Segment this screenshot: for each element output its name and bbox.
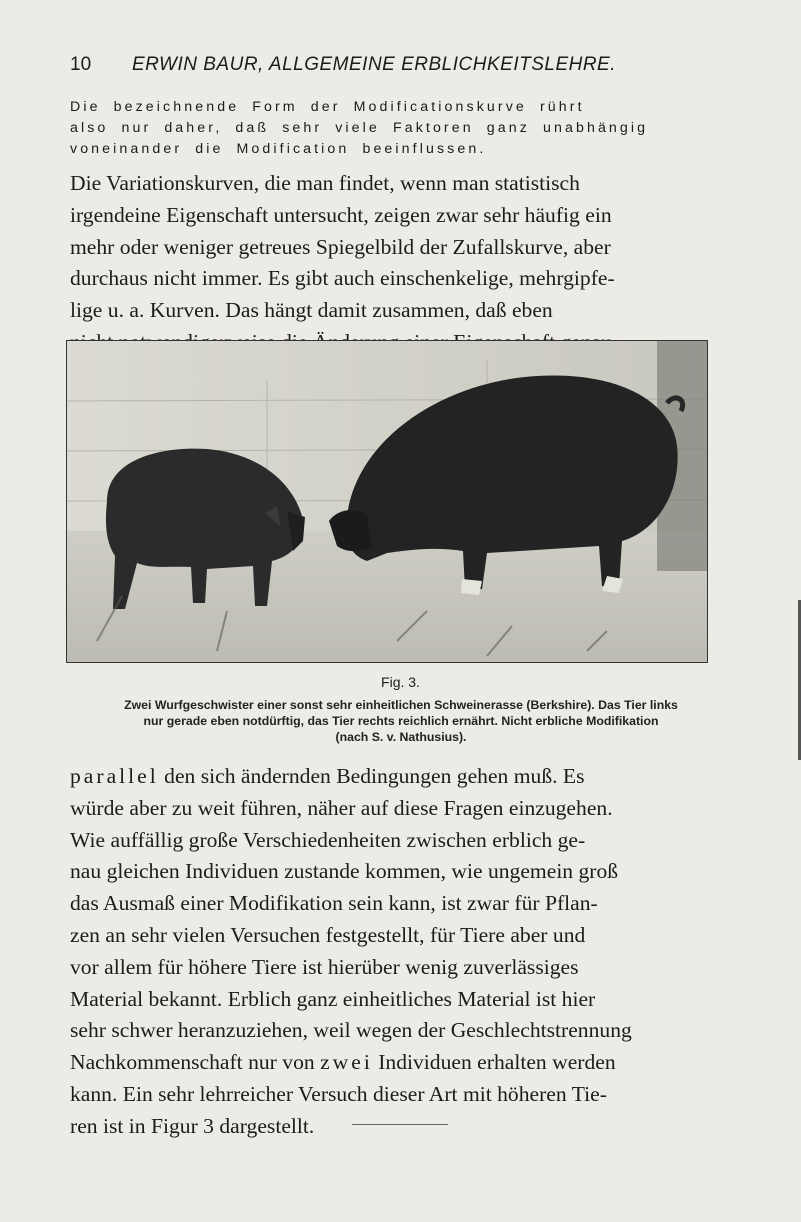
figure-label: Fig. 3. — [381, 674, 420, 690]
text-line: mehr oder weniger getreues Spiegelbild der Zufallskurve, aber — [70, 234, 611, 259]
section-divider — [352, 1124, 448, 1125]
text-line: Die Variationskurven, die man findet, wenn man statistisch — [70, 171, 580, 195]
text-line: sehr schwer heranzuziehen, weil wegen der Geschlechtstrennung — [70, 1018, 632, 1043]
figure-caption — [66, 697, 736, 745]
running-title: ERWIN BAUR, ALLGEMEINE ERBLICHKEITSLEHRE. — [132, 54, 617, 75]
text-fragment: Individuen erhalten werden — [372, 1050, 616, 1075]
page-number: 10 — [70, 54, 92, 75]
paragraph-modification — [70, 761, 710, 1143]
emphasis-line: Die bezeichnende Form der Modificationskurve rührt — [70, 99, 585, 115]
emphasis-line: also nur daher, daß sehr viele Faktoren ganz unabhängig — [70, 120, 649, 136]
caption-line: nur gerade eben notdürftig, das Tier rechts reichlich ernährt. Nicht erbliche Modifikation — [143, 714, 659, 728]
caption-line: Zwei Wurfgeschwister einer sonst sehr einheitlichen Schweinerasse (Berkshire). Das Tier links — [124, 698, 678, 712]
text-line: kann. Ein sehr lehrreicher Versuch dieser Art mit höheren Tie- — [70, 1081, 607, 1106]
text-line: nau gleichen Individuen zustande kommen, wie ungemein groß — [70, 859, 619, 884]
pigs-photo-illustration — [67, 341, 707, 662]
caption-line: (nach S. v. Nathusius). — [335, 730, 467, 744]
text-line: irgendeine Eigenschaft untersucht, zeigen zwar sehr häufig ein — [70, 202, 612, 227]
spaced-word: zwei — [320, 1050, 373, 1075]
text-line: durchaus nicht immer. Es gibt auch einschenkelige, mehrgipfe- — [70, 266, 615, 291]
paragraph-variation-curves — [70, 168, 710, 359]
text-line: zen an sehr vielen Versuchen festgestellt, für Tiere aber und — [70, 922, 586, 947]
text-line: ren ist in Figur 3 dargestellt. — [70, 1113, 315, 1138]
text-fragment: den sich ändernden Bedingungen gehen muß. Es — [158, 764, 585, 788]
text-line: Material bekannt. Erblich ganz einheitliches Material ist hier — [70, 986, 596, 1011]
text-fragment: Nachkommenschaft nur von — [70, 1050, 321, 1075]
text-line: vor allem für höhere Tiere ist hierüber wenig zuverlässiges — [70, 954, 579, 979]
figure-photo-pigs — [66, 340, 708, 663]
spaced-emphasis-paragraph — [70, 97, 710, 160]
text-line — [70, 1047, 710, 1079]
text-line: das Ausmaß einer Modifikation sein kann, ist zwar für Pflan- — [70, 891, 598, 916]
text-line: lige u. a. Kurven. Das hängt damit zusammen, daß eben — [70, 298, 553, 323]
text-line: würde aber zu weit führen, näher auf diese Fragen einzugehen. — [70, 795, 613, 820]
spaced-word: parallel — [70, 764, 159, 788]
running-header — [70, 54, 710, 76]
text-line — [70, 761, 710, 793]
text-line: Wie auffällig große Verschiedenheiten zwischen erblich ge- — [70, 827, 586, 852]
emphasis-line: voneinander die Modification beeinflussen. — [70, 141, 487, 157]
